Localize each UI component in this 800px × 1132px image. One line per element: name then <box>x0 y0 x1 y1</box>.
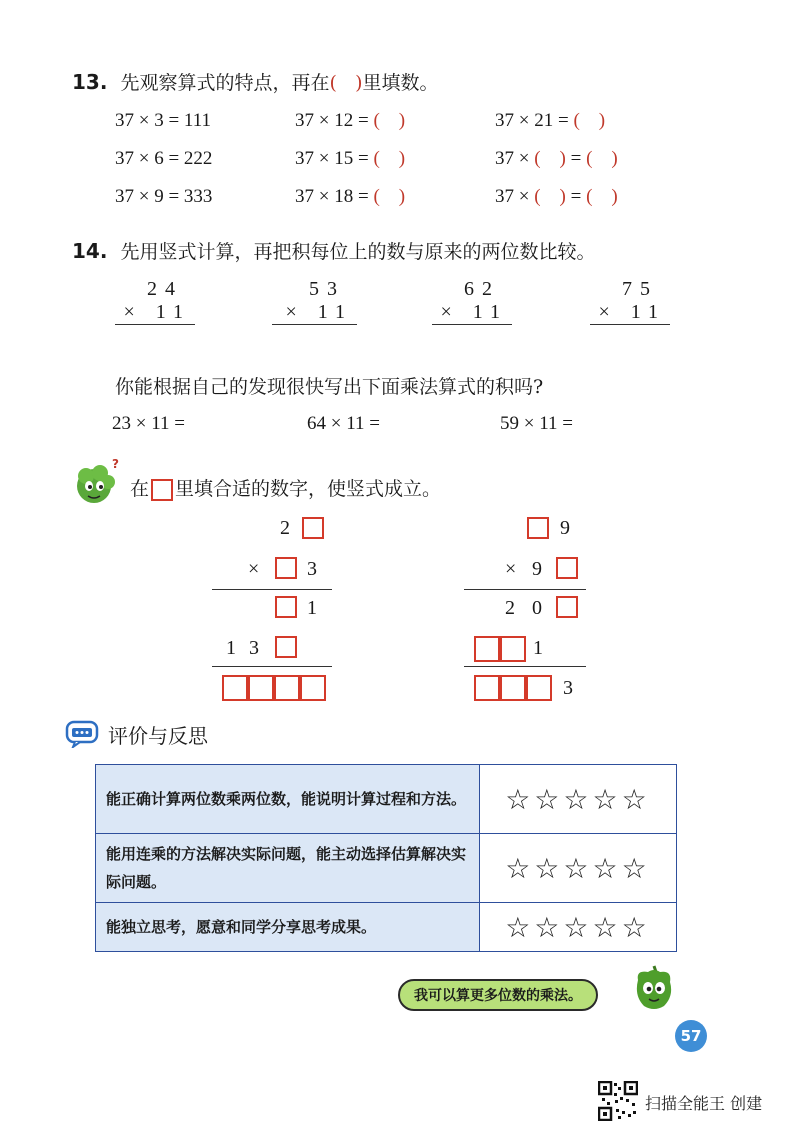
answer-box[interactable] <box>302 517 324 539</box>
q13-r2c2: 37 × 15 = ( ) <box>295 148 406 169</box>
digit: 3 <box>307 558 317 580</box>
divider-line <box>212 666 332 667</box>
question-number: 13. <box>72 70 108 94</box>
divider-line <box>464 666 586 667</box>
answer-box[interactable] <box>274 675 300 701</box>
question-14 <box>72 237 772 264</box>
quick-calc: 23 × 11 = <box>112 413 185 434</box>
q13-r1c3: 37 × 21 = ( ) <box>495 110 606 131</box>
vertical-problem: 62 × 11 <box>432 278 512 325</box>
answer-box[interactable] <box>275 596 297 618</box>
q13-r2c3: 37 × ( ) = ( ) <box>495 148 618 169</box>
followup-question: 你能根据自己的发现很快写出下面乘法算式的积吗? <box>115 376 544 398</box>
question-number: 14. <box>72 239 108 263</box>
digit: 9 <box>560 517 570 539</box>
q13-r2c1: 37 × 6 = 222 <box>115 148 213 169</box>
vertical-problem: 24 × 11 <box>115 278 195 325</box>
answer-box[interactable] <box>556 596 578 618</box>
chat-bubble-icon <box>65 720 99 748</box>
digit: 1 <box>533 637 543 659</box>
digit: 2 <box>280 517 290 539</box>
answer-box[interactable] <box>222 675 248 701</box>
quick-calc: 59 × 11 = <box>500 413 573 434</box>
puzzle-instruction: 在 里填合适的数字，使竖式成立。 <box>130 478 442 500</box>
divider-line <box>212 589 332 590</box>
answer-box[interactable] <box>526 675 552 701</box>
divider-line <box>464 589 586 590</box>
question-13 <box>72 68 772 95</box>
digit: 3 <box>563 677 573 699</box>
question-text: 先观察算式的特点，再在( )里填数。 <box>120 72 439 94</box>
watermark-text: 扫描全能王 创建 <box>645 1094 763 1113</box>
criterion-text: 能用连乘的方法解决实际问题，能主动选择估算解决实际问题。 <box>96 834 480 903</box>
star-rating[interactable]: ☆☆☆☆☆ <box>479 903 676 952</box>
table-row <box>96 834 677 903</box>
table-row <box>96 765 677 834</box>
operator: × <box>248 558 260 580</box>
star-rating[interactable]: ☆☆☆☆☆ <box>479 765 676 834</box>
digit: 1 3 <box>226 637 263 659</box>
answer-box[interactable] <box>556 557 578 579</box>
speech-bubble: 我可以算更多位数的乘法。 <box>398 979 598 1011</box>
answer-box[interactable] <box>500 675 526 701</box>
q13-r3c2: 37 × 18 = ( ) <box>295 186 406 207</box>
digit: 9 <box>532 558 542 580</box>
answer-box[interactable] <box>474 636 500 662</box>
answer-box-icon <box>151 479 173 501</box>
question-text: 先用竖式计算，再把积每位上的数与原来的两位数比较。 <box>120 241 596 263</box>
broccoli-mascot-icon <box>72 458 122 506</box>
answer-box[interactable] <box>500 636 526 662</box>
section-title: 评价与反思 <box>108 724 208 748</box>
digit: 2 0 <box>505 597 548 619</box>
answer-box[interactable] <box>300 675 326 701</box>
answer-box[interactable] <box>527 517 549 539</box>
qr-code-icon <box>598 1081 638 1121</box>
pepper-mascot-icon <box>626 960 682 1016</box>
answer-box[interactable] <box>275 557 297 579</box>
svg-text:?: ? <box>112 458 119 471</box>
answer-box[interactable] <box>275 636 297 658</box>
evaluation-table <box>95 764 677 952</box>
digit: 1 <box>307 597 317 619</box>
star-rating[interactable]: ☆☆☆☆☆ <box>479 834 676 903</box>
vertical-problem: 75 × 11 <box>590 278 670 325</box>
page-number: 57 <box>675 1020 707 1052</box>
criterion-text: 能正确计算两位数乘两位数，能说明计算过程和方法。 <box>96 765 480 834</box>
q13-r3c1: 37 × 9 = 333 <box>115 186 213 207</box>
quick-calc: 64 × 11 = <box>307 413 380 434</box>
answer-box[interactable] <box>248 675 274 701</box>
vertical-problem: 53 × 11 <box>272 278 357 325</box>
table-row <box>96 903 677 952</box>
criterion-text: 能独立思考，愿意和同学分享思考成果。 <box>96 903 480 952</box>
q13-r1c2: 37 × 12 = ( ) <box>295 110 406 131</box>
operator: × <box>505 558 517 580</box>
answer-box[interactable] <box>474 675 500 701</box>
q13-r3c3: 37 × ( ) = ( ) <box>495 186 618 207</box>
q13-r1c1: 37 × 3 = 111 <box>115 110 212 131</box>
